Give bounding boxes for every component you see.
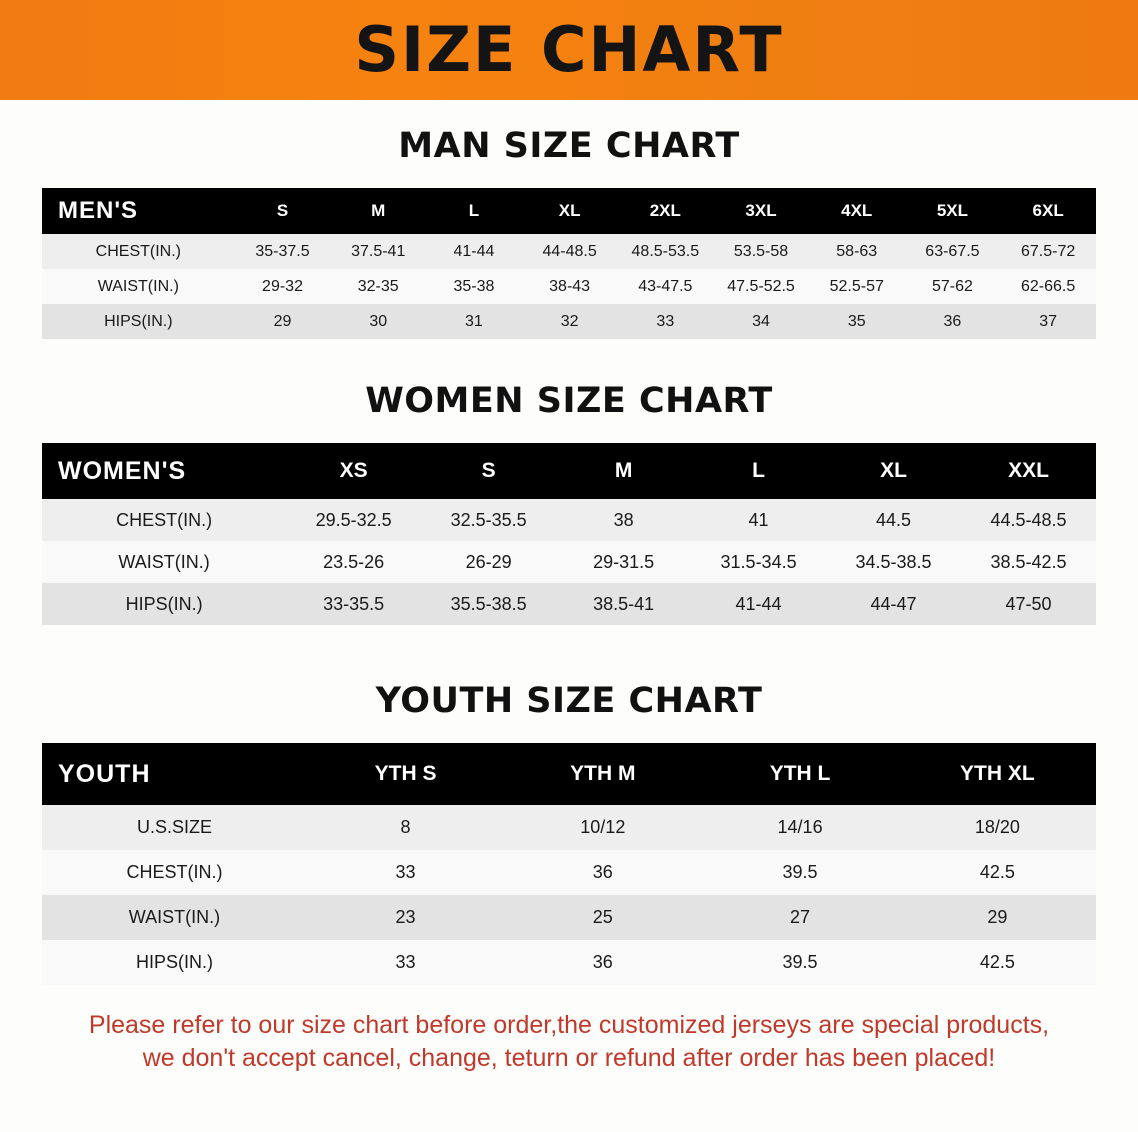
table-cell: 14/16 <box>777 817 823 837</box>
column-header: M <box>614 459 633 482</box>
youth-table-wrap <box>42 743 1096 985</box>
table-row <box>42 541 1096 583</box>
table-cell: 37.5-41 <box>351 242 406 260</box>
table-cell: 34 <box>752 312 770 330</box>
page-title: SIZE CHART <box>354 13 784 86</box>
table-cell: 18/20 <box>974 817 1020 837</box>
column-header: L <box>752 459 765 482</box>
column-header: 2XL <box>649 201 681 220</box>
header-banner <box>0 0 1138 100</box>
table-cell: 32 <box>560 312 579 330</box>
column-header: WOMEN'S <box>58 456 187 485</box>
table-cell: 38-43 <box>549 277 591 295</box>
table-cell: 29 <box>987 907 1008 927</box>
table-cell: 10/12 <box>580 817 626 837</box>
youth-section-heading: YOUTH SIZE CHART <box>375 681 763 721</box>
table-cell: 39.5 <box>782 952 818 972</box>
column-header: XL <box>558 201 581 220</box>
table-cell: 42.5 <box>979 862 1015 882</box>
table-cell: 8 <box>400 817 411 837</box>
table-cell: 44-48.5 <box>542 242 597 260</box>
table-header-row <box>42 443 1096 499</box>
row-label: CHEST(IN.) <box>116 509 213 530</box>
table-cell: 35-37.5 <box>255 242 310 260</box>
table-cell: 31.5-34.5 <box>720 551 797 572</box>
table-cell: 36 <box>943 312 962 330</box>
table-header-row <box>42 188 1096 234</box>
table-cell: 42.5 <box>979 952 1015 972</box>
column-header: YTH S <box>374 762 437 785</box>
row-label: HIPS(IN.) <box>135 952 213 972</box>
table-cell: 44.5 <box>876 509 912 530</box>
women-table-wrap <box>42 443 1096 625</box>
row-label: WAIST(IN.) <box>97 277 179 295</box>
table-cell: 32.5-35.5 <box>450 509 527 530</box>
column-header: YTH M <box>570 762 636 785</box>
table-row <box>42 583 1096 625</box>
row-label: CHEST(IN.) <box>95 242 181 260</box>
table-cell: 31 <box>465 312 483 330</box>
table-cell: 38.5-41 <box>593 593 655 614</box>
table-row <box>42 234 1096 269</box>
column-header: 3XL <box>745 201 777 220</box>
disclaimer-line-2: we don't accept cancel, change, teturn or refund after order has been placed! <box>142 1044 996 1072</box>
table-cell: 29 <box>273 312 292 330</box>
table-cell: 23.5-26 <box>323 551 385 572</box>
table-cell: 27 <box>790 907 811 927</box>
table-cell: 47.5-52.5 <box>727 277 795 295</box>
table-cell: 29-32 <box>262 277 303 295</box>
table-cell: 67.5-72 <box>1021 242 1076 260</box>
table-cell: 36 <box>592 952 613 972</box>
table-cell: 35.5-38.5 <box>450 593 527 614</box>
table-cell: 52.5-57 <box>829 277 884 295</box>
table-row <box>42 850 1096 895</box>
table-cell: 62-66.5 <box>1021 277 1076 295</box>
disclaimer <box>40 1009 1098 1075</box>
table-cell: 41-44 <box>735 593 782 614</box>
table-cell: 41 <box>748 509 769 530</box>
row-label: WAIST(IN.) <box>128 907 221 927</box>
row-label: WAIST(IN.) <box>118 551 210 572</box>
table-cell: 30 <box>369 312 388 330</box>
table-row <box>42 805 1096 850</box>
table-cell: 35 <box>847 312 866 330</box>
table-cell: 58-63 <box>836 242 878 260</box>
table-row <box>42 940 1096 985</box>
table-cell: 29-31.5 <box>593 551 655 572</box>
column-header: MEN'S <box>58 197 139 224</box>
man-table-wrap <box>42 188 1096 339</box>
table-cell: 38.5-42.5 <box>990 551 1067 572</box>
table-row <box>42 304 1096 339</box>
man-size-table <box>42 188 1096 339</box>
column-header: M <box>371 201 386 220</box>
table-row <box>42 499 1096 541</box>
table-cell: 43-47.5 <box>638 277 693 295</box>
table-cell: 63-67.5 <box>925 242 980 260</box>
column-header: YTH XL <box>960 762 1035 785</box>
table-cell: 39.5 <box>782 862 818 882</box>
table-cell: 41-44 <box>453 242 495 260</box>
women-size-table <box>42 443 1096 625</box>
table-cell: 33 <box>395 862 416 882</box>
row-label: HIPS(IN.) <box>104 312 173 330</box>
table-cell: 57-62 <box>931 277 973 295</box>
table-row <box>42 269 1096 304</box>
table-cell: 35-38 <box>453 277 495 295</box>
column-header: YTH L <box>769 762 831 785</box>
table-cell: 25 <box>592 907 613 927</box>
table-header-row <box>42 743 1096 805</box>
table-cell: 38 <box>613 509 634 530</box>
table-cell: 44-47 <box>870 593 917 614</box>
table-cell: 44.5-48.5 <box>990 509 1067 530</box>
column-header: XS <box>339 459 368 482</box>
table-cell: 34.5-38.5 <box>855 551 932 572</box>
row-label: HIPS(IN.) <box>125 593 203 614</box>
women-section-heading: WOMEN SIZE CHART <box>365 381 773 421</box>
column-header: S <box>481 459 496 482</box>
table-cell: 32-35 <box>357 277 399 295</box>
row-label: U.S.SIZE <box>136 817 212 837</box>
table-cell: 29.5-32.5 <box>315 509 392 530</box>
column-header: XXL <box>1008 459 1049 482</box>
table-cell: 26-29 <box>465 551 512 572</box>
table-cell: 23 <box>395 907 416 927</box>
table-cell: 47-50 <box>1005 593 1052 614</box>
column-header: YOUTH <box>58 759 151 788</box>
column-header: S <box>276 201 289 220</box>
column-header: XL <box>880 459 907 482</box>
table-cell: 53.5-58 <box>733 242 789 260</box>
table-cell: 33 <box>395 952 416 972</box>
youth-size-table <box>42 743 1096 985</box>
table-cell: 48.5-53.5 <box>631 242 700 260</box>
row-label: CHEST(IN.) <box>126 862 223 882</box>
man-section-heading: MAN SIZE CHART <box>398 126 740 166</box>
table-cell: 37 <box>1039 312 1058 330</box>
table-row <box>42 895 1096 940</box>
disclaimer-line-1: Please refer to our size chart before order,the customized jerseys are special products, <box>88 1011 1050 1039</box>
column-header: L <box>468 201 480 220</box>
column-header: 4XL <box>841 201 873 220</box>
table-cell: 36 <box>592 862 613 882</box>
column-header: 5XL <box>936 201 969 220</box>
table-cell: 33 <box>656 312 675 330</box>
column-header: 6XL <box>1032 201 1064 220</box>
table-cell: 33-35.5 <box>323 593 385 614</box>
